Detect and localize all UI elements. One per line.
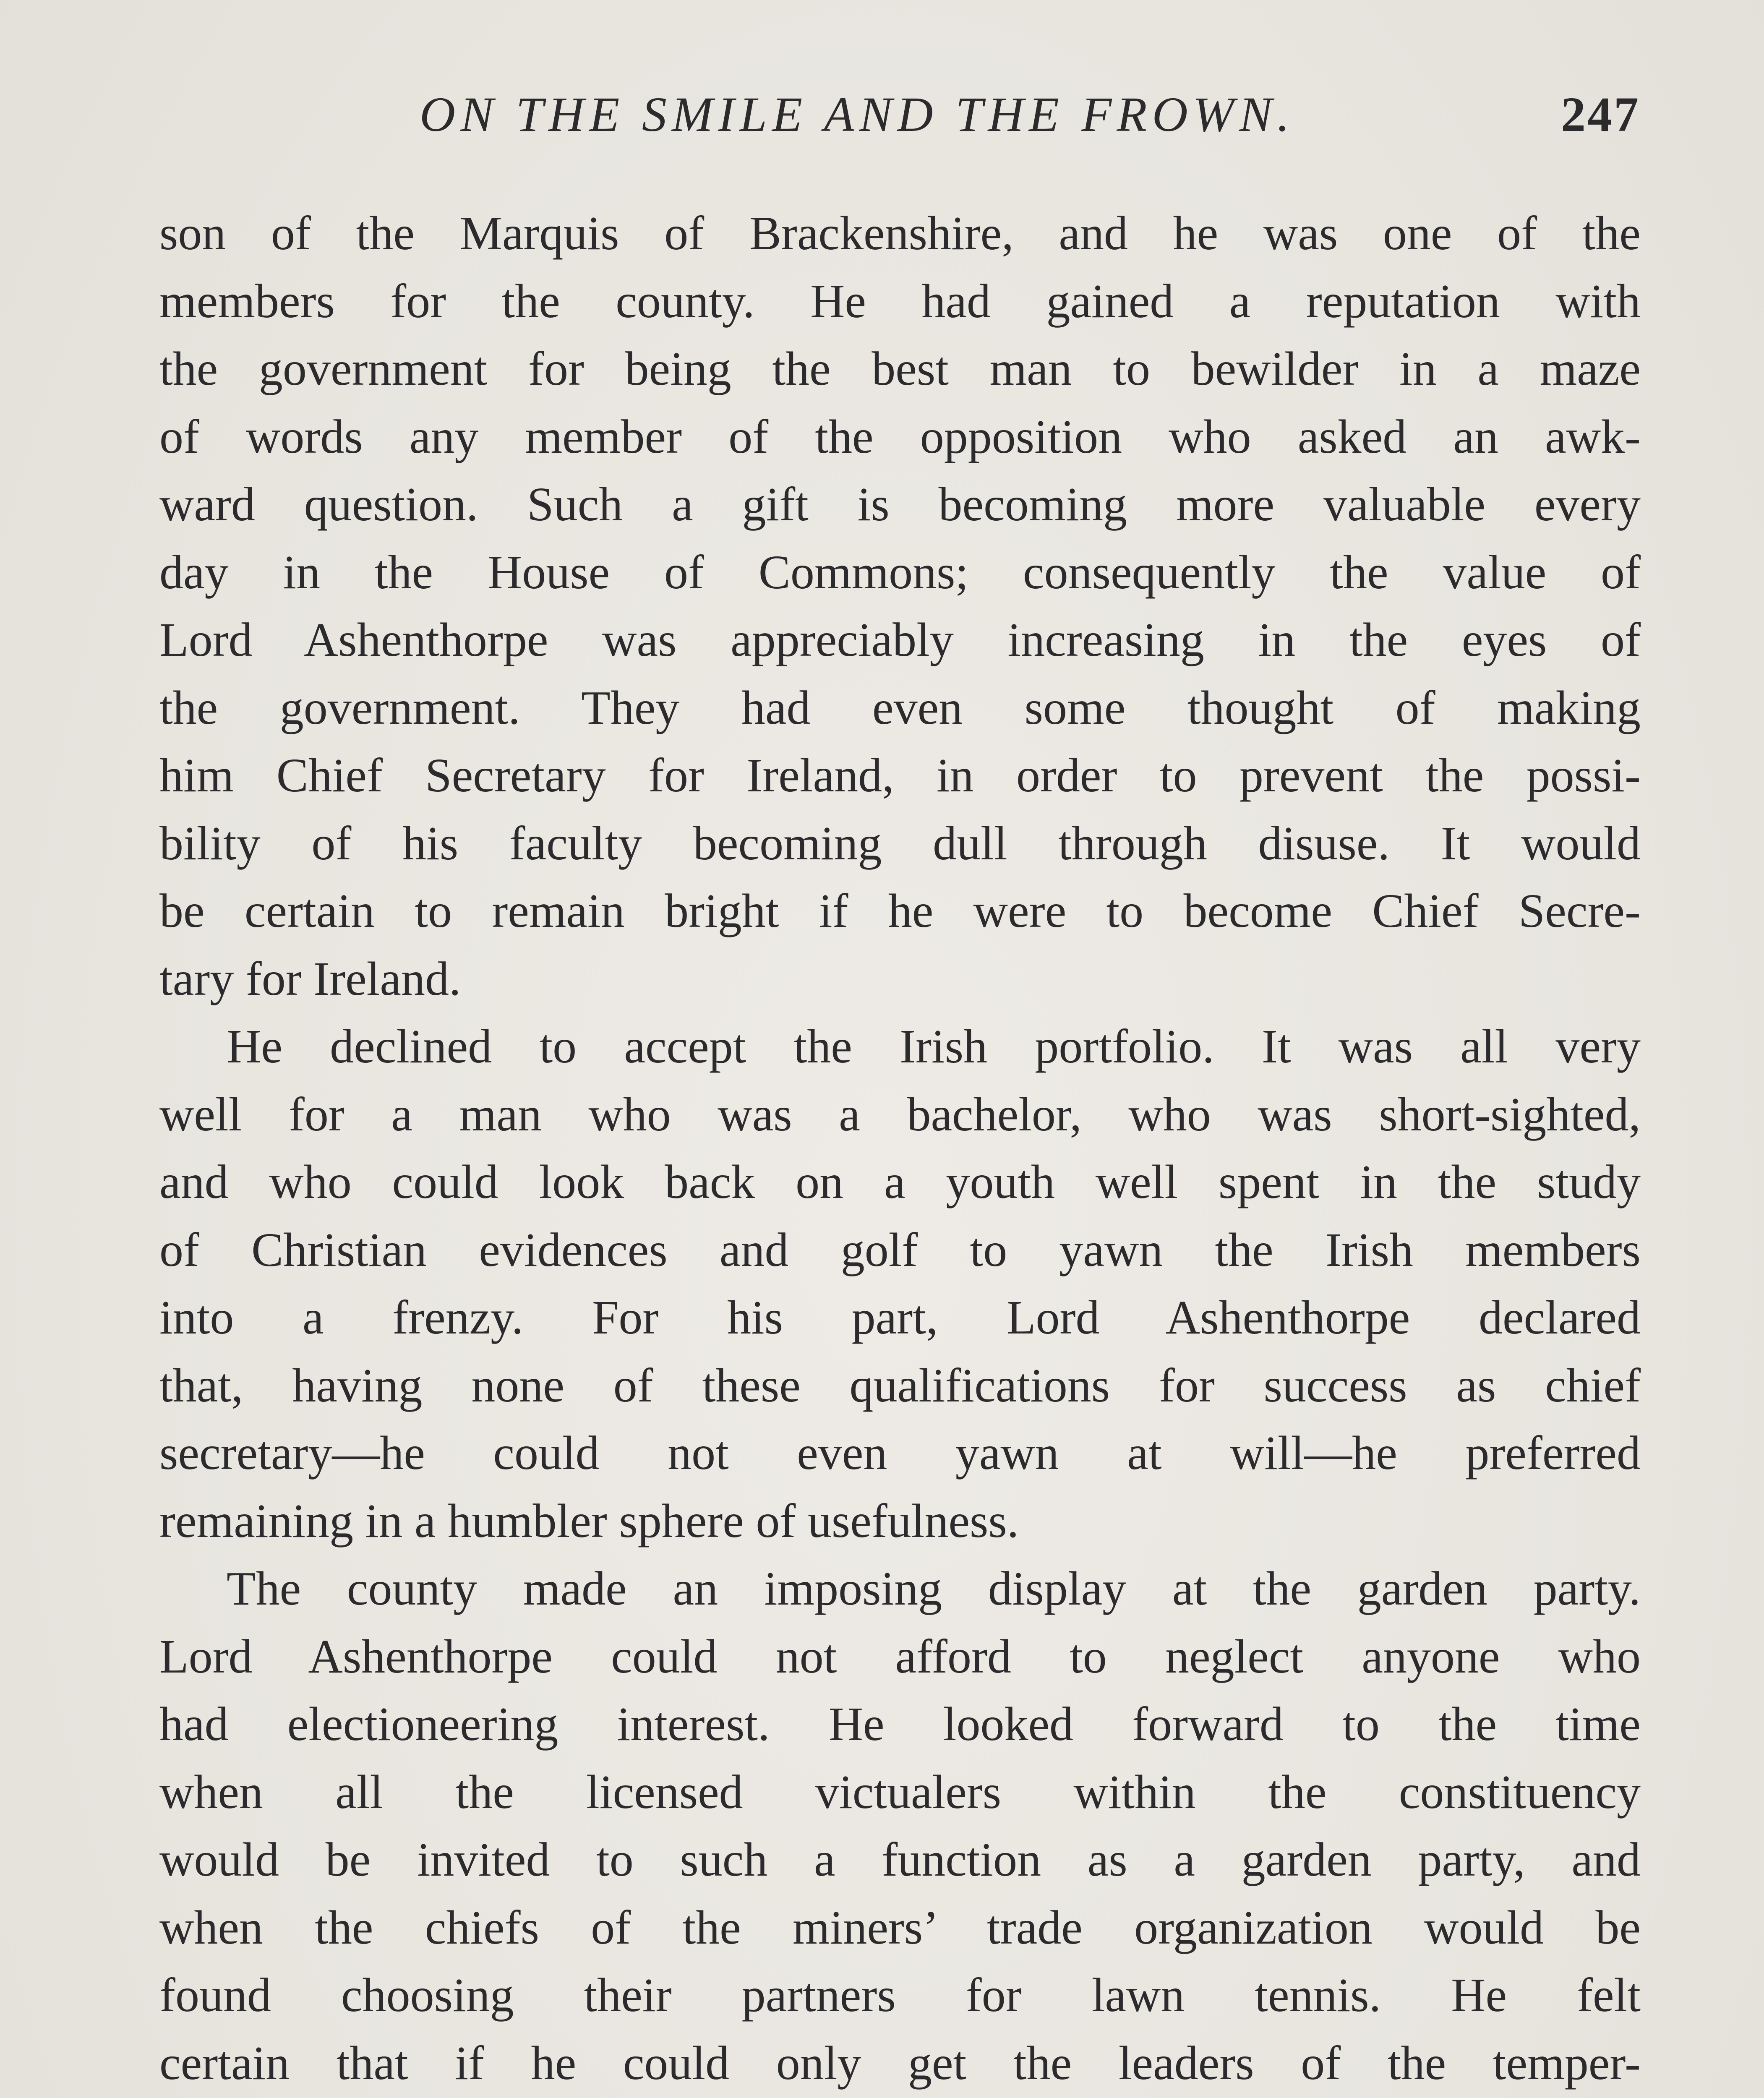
text-line: Lord Ashenthorpe could not afford to neglect anyone who <box>159 1629 1641 1683</box>
text-line: of words any member of the opposition who asked an awk- <box>159 410 1641 463</box>
running-head <box>0 86 1764 153</box>
text-line: be certain to remain bright if he were to become Chief Secre- <box>159 884 1641 937</box>
text-line: into a frenzy. For his part, Lord Ashenthorpe declared <box>159 1291 1641 1344</box>
text-line: members for the county. He had gained a reputation with <box>159 274 1641 328</box>
text-line: and who could look back on a youth well spent in the study <box>159 1155 1641 1208</box>
body-text <box>159 199 1641 2098</box>
text-line: found choosing their partners for lawn tennis. He felt <box>159 1968 1641 2022</box>
text-line: tary for Ireland. <box>159 952 461 1005</box>
text-line: son of the Marquis of Brackenshire, and he was one of the <box>159 206 1641 260</box>
text-line: well for a man who was a bachelor, who was short-sighted, <box>159 1087 1641 1141</box>
running-title: ON THE SMILE AND THE FROWN. <box>420 87 1295 142</box>
text-line: of Christian evidences and golf to yawn the Irish members <box>159 1223 1641 1276</box>
text-line: would be invited to such a function as a garden party, and <box>159 1833 1641 1886</box>
text-line: had electioneering interest. He looked forward to the time <box>159 1697 1641 1751</box>
text-line: He declined to accept the Irish portfolio. It was all very <box>227 1020 1641 1073</box>
text-line: the government. They had even some thought of making <box>159 681 1641 734</box>
text-line: that, having none of these qualifications for success as chief <box>159 1358 1641 1412</box>
text-line: The county made an imposing display at the garden party. <box>227 1562 1641 1615</box>
text-line: certain that if he could only get the leaders of the temper- <box>159 2036 1641 2090</box>
text-line: bility of his faculty becoming dull through disuse. It would <box>159 816 1641 870</box>
text-line: him Chief Secretary for Ireland, in order to prevent the possi- <box>159 749 1641 802</box>
text-line: remaining in a humbler sphere of usefulness. <box>159 1494 1019 1547</box>
text-line: day in the House of Commons; consequently the value of <box>159 545 1641 599</box>
page-number: 247 <box>1561 87 1640 142</box>
text-line: secretary—he could not even yawn at will—he preferred <box>159 1426 1641 1480</box>
text-line: ward question. Such a gift is becoming more valuable every <box>159 478 1641 531</box>
text-line: when all the licensed victualers within the constituency <box>159 1765 1641 1819</box>
text-line: when the chiefs of the miners’ trade organization would be <box>159 1900 1641 1954</box>
text-line: the government for being the best man to bewilder in a maze <box>159 342 1641 395</box>
text-line: Lord Ashenthorpe was appreciably increasing in the eyes of <box>159 613 1641 666</box>
